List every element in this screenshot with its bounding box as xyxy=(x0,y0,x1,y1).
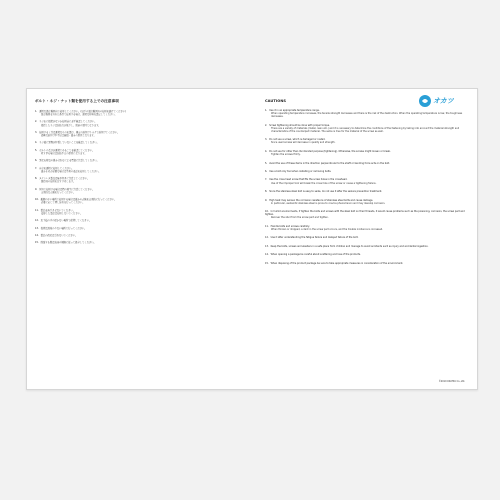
list-item xyxy=(35,241,245,244)
item-text: Use it after understanding the fatigue failure and delayed failure of the bolt. xyxy=(270,236,359,240)
list-item xyxy=(265,170,470,173)
list-item xyxy=(265,109,470,118)
item-number: 14. xyxy=(35,233,39,237)
item-text: Handle bolts and screws carefully. xyxy=(270,224,310,228)
item-number: 12. xyxy=(35,219,39,223)
cautions-heading: CAUTIONS xyxy=(265,99,287,103)
list-item xyxy=(265,253,470,256)
item-text: Keep the bolts, screws and washers in a safe place from children and manage to avoid accidents such as injury and accidental ingestion. xyxy=(270,244,429,248)
item-text: 座金を適切に使用してください。 xyxy=(39,166,74,170)
list-item xyxy=(265,138,470,144)
list-item xyxy=(35,149,245,155)
list-item xyxy=(35,188,245,194)
item-text: ボルトの長さが適切であることを確認してください。 xyxy=(39,148,95,152)
item-detail: There are a variety of materials (metal, resin etc.) and it is necessary to determine the conditions of the fastening by taking into account the material strength and characteristics of the counterpart material. The same is true for the material of the screw as well. xyxy=(271,126,460,133)
item-text: Use a bolt only tool when installing or removing bolts. xyxy=(269,169,332,173)
item-detail: Recover the stud from the screw part and tighten. xyxy=(271,216,329,220)
list-item xyxy=(265,178,470,184)
item-detail: 必要に応じて増し締めを行ってください。 xyxy=(41,201,85,205)
item-number: 3. xyxy=(35,130,38,134)
item-number: 13. xyxy=(35,226,39,230)
list-item xyxy=(35,198,245,204)
logo-text: オカツ xyxy=(433,97,454,105)
column-divider xyxy=(255,99,256,369)
list-item xyxy=(265,150,470,156)
list-item xyxy=(265,124,470,133)
item-text: In humid environments, if tighten the bolts and screws with the steel bolt on their threads, it would cause problems such as the poisoning, corrosion, the screw part and tighten. xyxy=(265,210,465,217)
item-text: Do not use for other than its intended purpose (tightening). Otherwise, the screws might loosen or break. xyxy=(269,149,391,153)
item-detail: In particular, austenitic stainless steel is prone to crevice phenomenon and may develop corrosion. xyxy=(271,201,386,205)
item-number: 11. xyxy=(265,224,269,228)
list-item xyxy=(265,162,470,165)
list-item xyxy=(265,262,470,265)
list-item xyxy=(35,141,245,144)
item-number: 14. xyxy=(265,253,269,257)
item-number: 2. xyxy=(265,123,268,127)
copyright-footer: ©2019 OKATSU Co.,Ltd. xyxy=(438,380,465,383)
list-item xyxy=(35,120,245,126)
item-number: 15. xyxy=(35,241,39,245)
item-text: When opening a package be careful about scattering and loss of the products. xyxy=(270,253,361,257)
item-number: 9. xyxy=(35,187,38,191)
item-number: 1. xyxy=(265,109,268,112)
item-number: 8. xyxy=(265,190,268,194)
list-item xyxy=(265,236,470,239)
item-number: 1. xyxy=(35,110,38,113)
item-number: 5. xyxy=(35,148,38,152)
list-item xyxy=(35,177,245,183)
list-item xyxy=(35,131,245,137)
japanese-cautions-column xyxy=(35,99,245,249)
item-number: 10. xyxy=(35,198,39,202)
item-detail: When thrown or dropped, a dent in the screw part occurs, and the trouble incidence is increased. xyxy=(271,227,383,231)
item-number: 3. xyxy=(265,138,268,142)
english-cautions-list xyxy=(265,109,470,265)
list-item xyxy=(35,234,245,237)
item-detail: 変形した製品は使用しないでください。 xyxy=(41,211,83,215)
list-item xyxy=(35,219,245,222)
document-sheet xyxy=(26,88,478,390)
item-text: ステンレス製品は焼き付きに注意してください。 xyxy=(39,177,90,181)
item-detail: 緩み止めが必要な場合は専用の部品を使用してください。 xyxy=(41,169,101,173)
item-text: ネジ部に異物が付着していないことを確認してください。 xyxy=(39,141,99,145)
item-number: 13. xyxy=(265,244,269,248)
list-item xyxy=(35,159,245,162)
item-text: 廃棄する際は地域の規則に従って処分してください。 xyxy=(40,241,96,245)
logo-mark-icon xyxy=(419,95,431,107)
item-text: Use it in an appropriate temperature range. xyxy=(269,109,320,112)
item-text: High heat may worsen the corrosion resistance of stainless steel bolts and cause damage. xyxy=(269,198,374,202)
list-item xyxy=(35,227,245,230)
item-text: ネジ山に損傷がないか使用前に必ず確認してください。 xyxy=(39,120,97,124)
item-text: 製品を落下させないでください。 xyxy=(40,208,76,212)
item-number: 5. xyxy=(265,161,268,165)
list-item xyxy=(35,209,245,215)
item-text: お子様の手の届かない場所で保管してください。 xyxy=(40,219,92,223)
item-detail: 温度範囲を外れた条件で使用する場合、適切な材料を選定してください。 xyxy=(41,113,117,117)
item-number: 9. xyxy=(265,198,268,202)
item-text: 屋外で使用する場合は錆の発生に注意してください。 xyxy=(39,187,95,191)
list-item xyxy=(265,210,470,219)
item-number: 7. xyxy=(35,166,38,170)
item-number: 15. xyxy=(265,261,269,265)
item-detail: Tighten the screws firmly. xyxy=(271,153,301,157)
item-detail: Use of the improper tool will break the cross hole of the screw or cause a tightening failure. xyxy=(271,181,377,185)
japanese-cautions-list xyxy=(35,110,245,244)
item-number: 7. xyxy=(265,178,268,182)
item-text: 適切な温度範囲内で使用してください。(以下の温度範囲外の使用を避けてください) xyxy=(39,110,126,113)
item-number: 6. xyxy=(265,169,268,173)
item-text: When disposing of the product package be sure to take appropriate measures in consideration of the environment. xyxy=(270,261,404,265)
list-item xyxy=(35,110,245,116)
list-item xyxy=(265,190,470,193)
item-number: 11. xyxy=(35,208,39,212)
item-text: 振動の多い場所で使用する場合は緩みの点検を定期的に行ってください。 xyxy=(40,198,117,202)
item-number: 12. xyxy=(265,236,269,240)
english-cautions-column xyxy=(265,99,470,270)
item-number: 10. xyxy=(265,210,269,214)
item-text: Avoid the use of these items in the direction perpendicular to the shaft or bending force acts on the bolt. xyxy=(269,161,390,165)
item-detail: 過剰な締付けや不足は破損・緩みの原因となります。 xyxy=(41,134,96,138)
item-text: Do not use a screw, which is damaged or rusted. xyxy=(269,138,326,142)
item-number: 8. xyxy=(35,177,38,181)
item-text: Screw tightening should be done with proper torque. xyxy=(269,123,330,127)
item-detail: 定期的な点検を行ってください。 xyxy=(41,190,76,194)
company-logo xyxy=(419,95,467,107)
item-text: Use the cross head screw that fits the screw holes in the crosshead. xyxy=(269,178,348,182)
item-detail: 潤滑剤の使用をおすすめします。 xyxy=(41,180,76,184)
item-number: 2. xyxy=(35,120,38,124)
item-text: 使用する工具は適切なものを選び、規定の締付けトルクで締付けてください。 xyxy=(39,130,120,134)
item-number: 4. xyxy=(35,141,38,145)
item-detail: Since used screws will decrease in quality and strength. xyxy=(271,141,336,145)
japanese-heading: ボルト・ネジ・ナット類を使用する上での注意事項 xyxy=(35,99,119,103)
list-item xyxy=(265,245,470,248)
item-detail: When operating temperature increases, the tensile strength decreases and there is the risk of the destruction. When the operating temperature is low, the toughness decreases. xyxy=(271,112,463,119)
item-number: 6. xyxy=(35,159,38,163)
item-text: 製品の改造は行わないでください。 xyxy=(40,233,78,237)
list-item xyxy=(265,225,470,231)
item-text: 保管は湿気の少ない場所で行ってください。 xyxy=(40,226,87,230)
item-number: 4. xyxy=(265,149,268,153)
item-text: Since the stainless steel bolt is easy to seize, do not use it after the seizure prevention treatment. xyxy=(269,190,383,194)
item-detail: 損傷したネジは締結力が低下し、脱落の原因となります。 xyxy=(41,123,101,127)
list-item xyxy=(35,167,245,173)
item-text: 異なる材質の組み合わせによる電食に注意してください。 xyxy=(39,159,99,163)
list-item xyxy=(265,199,470,205)
item-detail: 短すぎる場合は締結不良の原因になります。 xyxy=(41,151,87,155)
